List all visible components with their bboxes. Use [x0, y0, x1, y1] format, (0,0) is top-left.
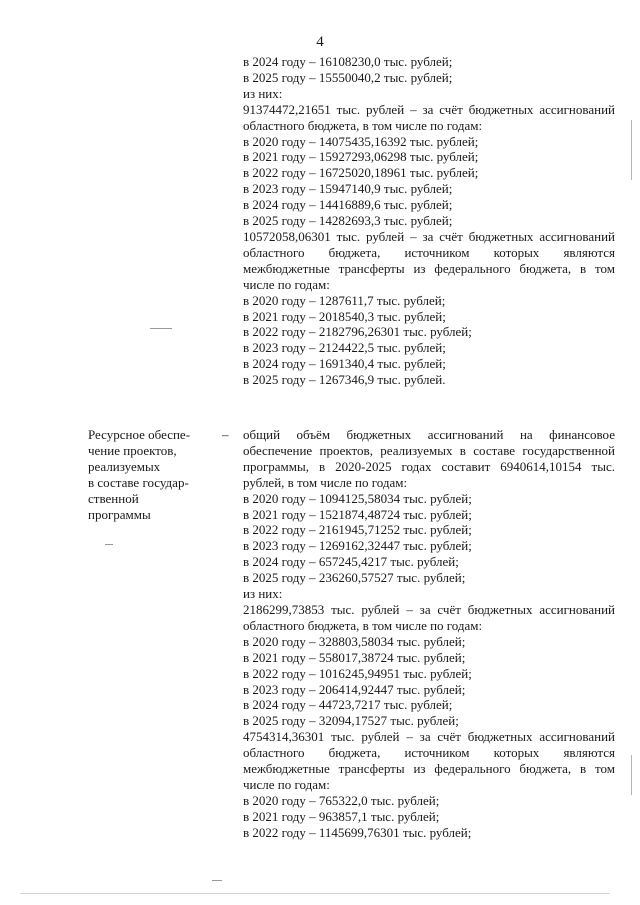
label-line: чение проектов,: [88, 442, 177, 458]
label-line: программы: [88, 506, 151, 522]
year-line: в 2022 году – 1145699,76301 тыс. рублей;: [243, 824, 472, 840]
year-line: в 2023 году – 206414,92447 тыс. рублей;: [243, 681, 466, 697]
year-line: в 2020 году – 1094125,58034 тыс. рублей;: [243, 490, 472, 506]
funding-block-continued: [243, 54, 615, 388]
federal-transfers-paragraph: 10572058,06301 тыс. рублей – за счёт бюджетных ассигнований областного бюджета, источником которых являются межбюджетные трансферты из федерального бюджета, в том числе по годам:: [243, 228, 615, 292]
scan-mark: [105, 544, 113, 545]
year-line: в 2025 году – 15550040,2 тыс. рублей;: [243, 69, 453, 85]
scan-edge-mark: [631, 755, 632, 795]
year-line: в 2020 году – 328803,58034 тыс. рублей;: [243, 633, 466, 649]
year-line: в 2023 году – 1269162,32447 тыс. рублей;: [243, 538, 472, 554]
scan-mark: [20, 893, 610, 894]
scan-mark: [212, 880, 222, 881]
section-label-projects-funding: [88, 427, 220, 522]
year-line: в 2022 году – 16725020,18961 тыс. рублей;: [243, 165, 479, 181]
label-line: в составе государ-: [88, 474, 189, 490]
regional-budget-paragraph: 2186299,73853 тыс. рублей – за счёт бюджетных ассигнований областного бюджета, в том числе по годам:: [243, 601, 615, 633]
year-line: в 2020 году – 14075435,16392 тыс. рублей;: [243, 133, 479, 149]
year-line: в 2022 году – 2161945,71252 тыс. рублей;: [243, 522, 472, 538]
year-line: в 2025 году – 14282693,3 тыс. рублей;: [243, 213, 453, 229]
year-line: в 2025 году – 32094,17527 тыс. рублей;: [243, 713, 459, 729]
year-line: в 2020 году – 1287611,7 тыс. рублей;: [243, 292, 446, 308]
year-line: в 2024 году – 1691340,4 тыс. рублей;: [243, 356, 446, 372]
page-number: 4: [316, 34, 324, 50]
label-line: ственной: [88, 490, 139, 506]
year-line: в 2023 году – 15947140,9 тыс. рублей;: [243, 181, 453, 197]
regional-budget-paragraph: 91374472,21651 тыс. рублей – за счёт бюджетных ассигнований областного бюджета, в том числе по годам:: [243, 101, 615, 133]
year-line: в 2021 году – 558017,38724 тыс. рублей;: [243, 649, 466, 665]
year-line: в 2022 году – 1016245,94951 тыс. рублей;: [243, 665, 472, 681]
projects-funding-block: [243, 427, 615, 841]
year-line: в 2021 году – 2018540,3 тыс. рублей;: [243, 308, 446, 324]
year-line: в 2022 году – 2182796,26301 тыс. рублей;: [243, 324, 472, 340]
year-line: в 2021 году – 15927293,06298 тыс. рублей;: [243, 149, 479, 165]
year-line: в 2025 году – 1267346,9 тыс. рублей.: [243, 372, 446, 388]
year-line: в 2021 году – 963857,1 тыс. рублей;: [243, 808, 440, 824]
label-line: Ресурсное обеспе-: [88, 427, 191, 442]
of-them-line: из них:: [243, 586, 283, 602]
of-them-line: из них:: [243, 85, 283, 101]
year-line: в 2021 году – 1521874,48724 тыс. рублей;: [243, 506, 472, 522]
year-line: в 2020 году – 765322,0 тыс. рублей;: [243, 792, 440, 808]
label-line: реализуемых: [88, 458, 161, 474]
projects-total-paragraph: общий объём бюджетных ассигнований на финансовое обеспечение проектов, реализуемых в составе государственной программы, в 2020-2025 годах составит 6940614,10154 тыс. рублей, в том числе по годам:: [243, 427, 615, 490]
year-line: в 2023 году – 2124422,5 тыс. рублей;: [243, 340, 446, 356]
scan-mark: [150, 328, 172, 329]
scan-edge-mark: [631, 120, 632, 180]
label-separator-dash: –: [222, 427, 229, 442]
year-line: в 2024 году – 16108230,0 тыс. рублей;: [243, 54, 453, 69]
year-line: в 2024 году – 44723,7217 тыс. рублей;: [243, 697, 453, 713]
federal-transfers-paragraph: 4754314,36301 тыс. рублей – за счёт бюджетных ассигнований областного бюджета, источником которых являются межбюджетные трансферты из федерального бюджета, в том числе по годам:: [243, 729, 615, 792]
year-line: в 2024 году – 657245,4217 тыс. рублей;: [243, 554, 459, 570]
year-line: в 2024 году – 14416889,6 тыс. рублей;: [243, 197, 453, 213]
year-line: в 2025 году – 236260,57527 тыс. рублей;: [243, 570, 466, 586]
